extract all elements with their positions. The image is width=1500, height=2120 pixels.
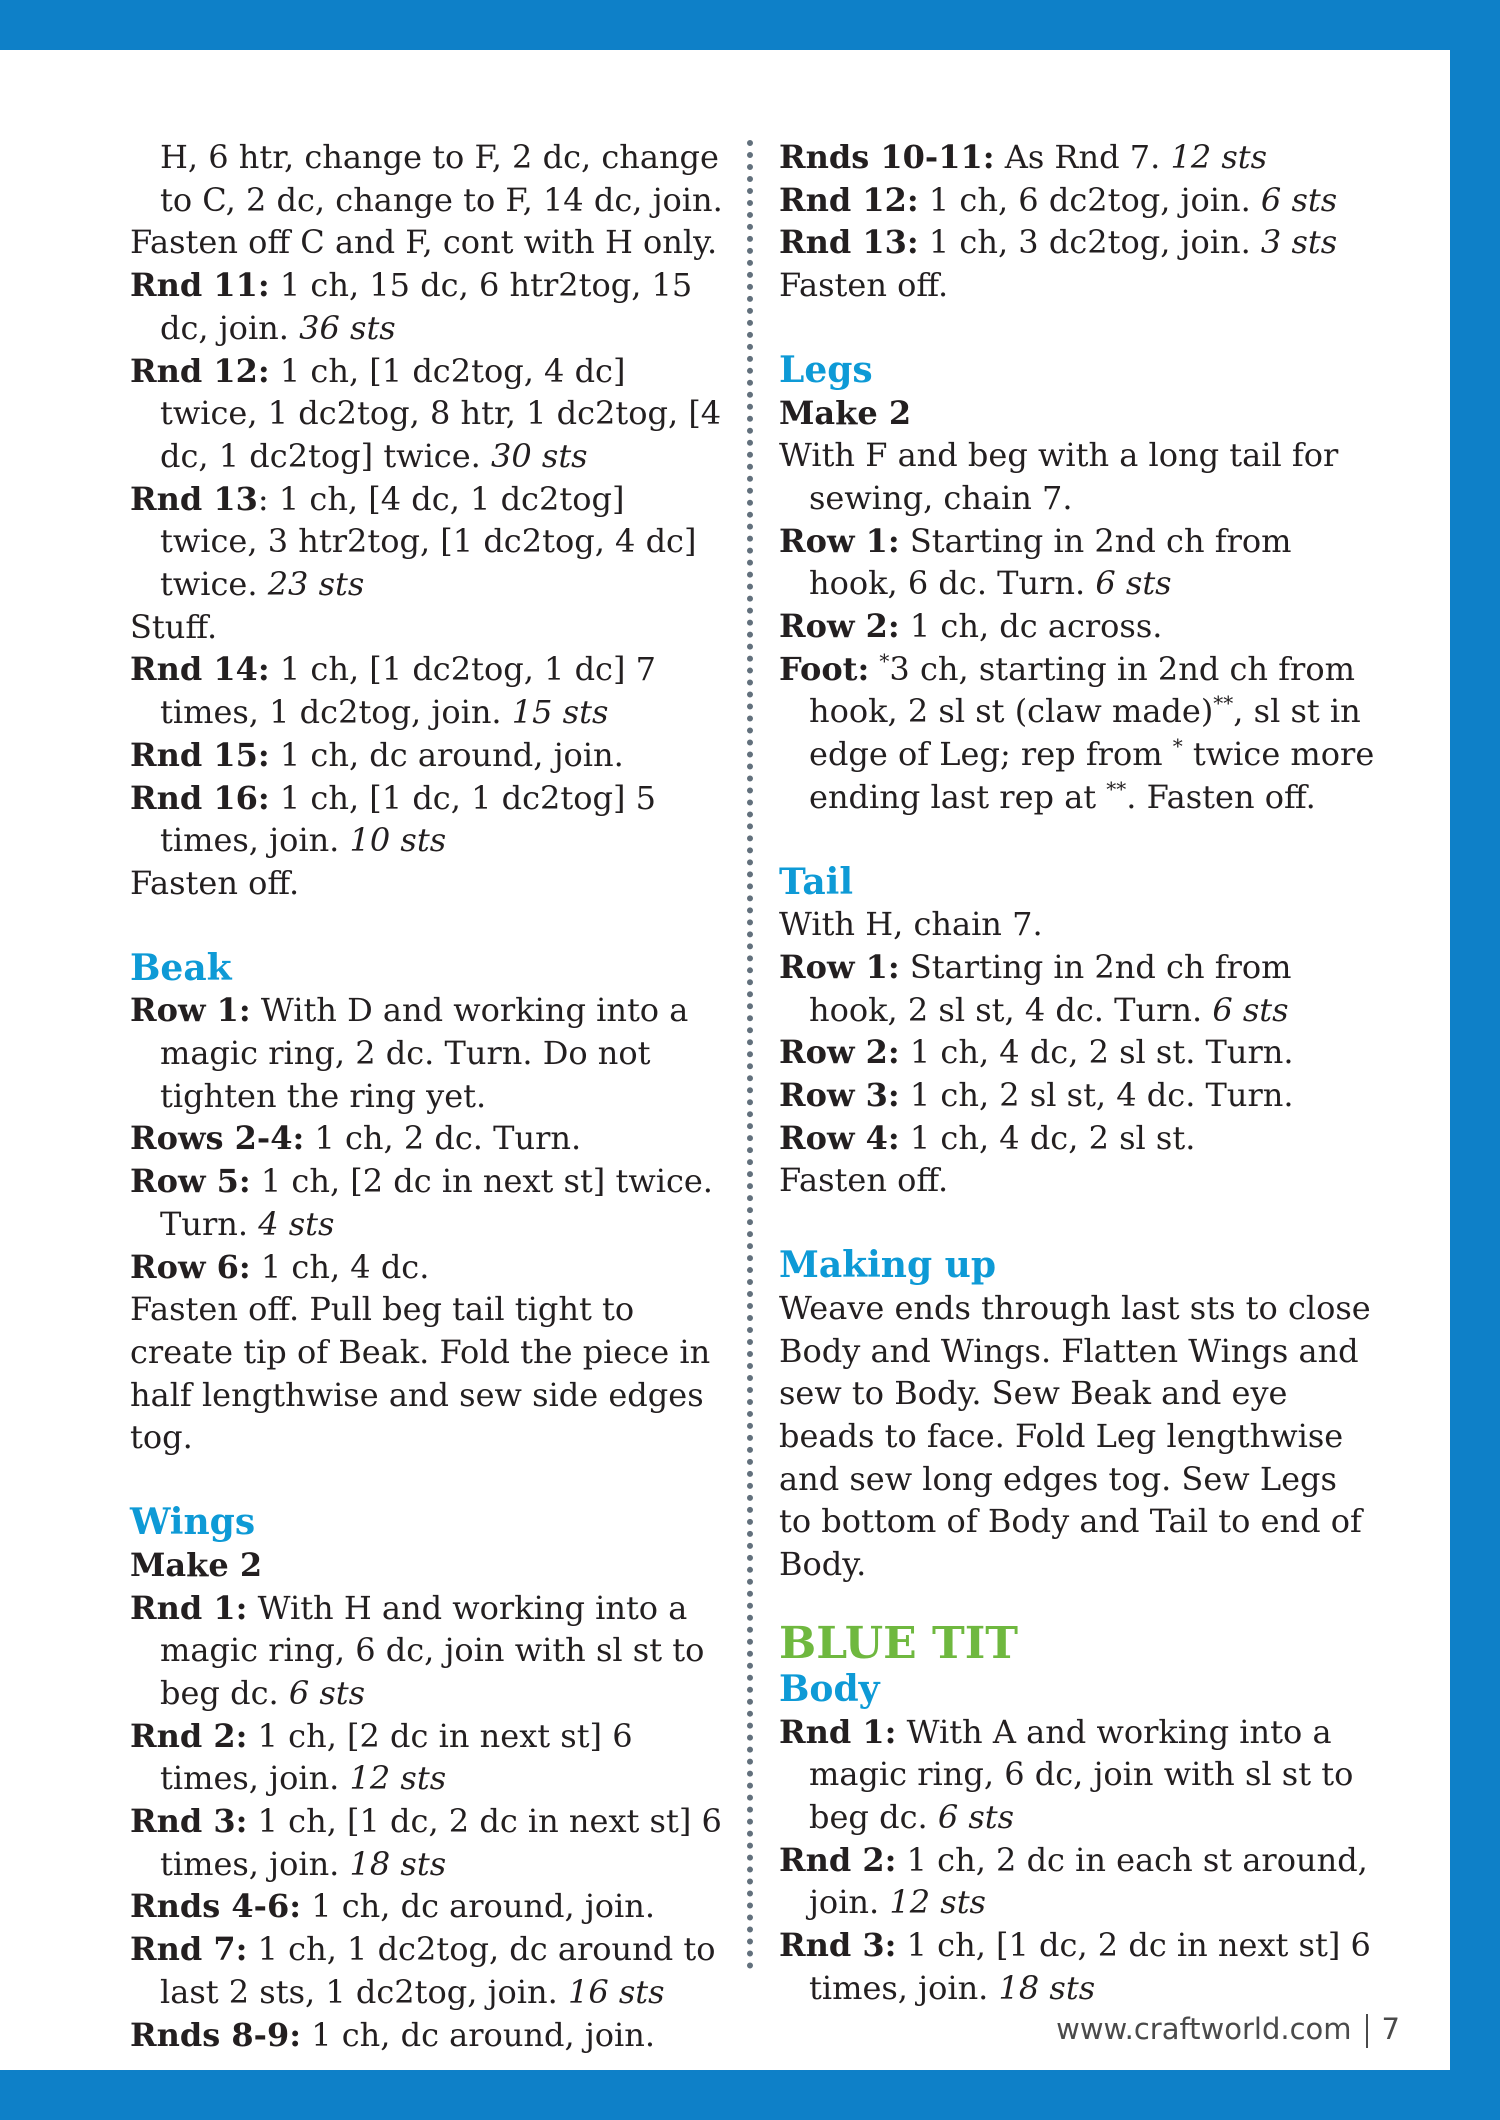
left-column bbox=[130, 136, 730, 2056]
pattern-row: Row 6: 1 ch, 4 dc. bbox=[130, 1247, 430, 1286]
pattern-row: Rnd 1: With A and working into a magic ring, 6 dc, join with sl st to beg dc. 6 sts bbox=[779, 1712, 1354, 1836]
pattern-row: Rnd 1: With H and working into a magic ring, 6 dc, join with sl st to beg dc. 6 sts bbox=[130, 1588, 705, 1712]
section-heading-body: Body bbox=[779, 1667, 880, 1710]
pattern-row: Rnd 13: 1 ch, 3 dc2tog, join. 3 sts bbox=[779, 223, 1338, 262]
pattern-row: Row 1: With D and working into a magic ring, 2 dc. Turn. Do not tighten the ring yet. bbox=[130, 991, 689, 1115]
pattern-row: Rnds 8-9: 1 ch, dc around, join. bbox=[130, 2015, 656, 2054]
pattern-row: Rnd 13: 1 ch, [4 dc, 1 dc2tog] twice, 3 htr2tog, [1 dc2tog, 4 dc] twice. 23 sts bbox=[130, 479, 697, 604]
section-heading-tail: Tail bbox=[779, 860, 854, 903]
pattern-row-foot: Foot: *3 ch, starting in 2nd ch from hook, 2 sl st (claw made)**, sl st in edge of Leg; rep from * twice more ending last rep at **. Fasten off. bbox=[779, 648, 1375, 816]
pattern-row: Rnd 12: 1 ch, 6 dc2tog, join. 6 sts bbox=[779, 180, 1338, 219]
pattern-row: Rnd 16: 1 ch, [1 dc, 1 dc2tog] 5 times, join. 10 sts bbox=[130, 778, 656, 860]
pattern-row: Rnd 12: 1 ch, [1 dc2tog, 4 dc] twice, 1 dc2tog, 8 htr, 1 dc2tog, [4 dc, 1 dc2tog] twice. 30 sts bbox=[130, 351, 722, 475]
pattern-row: Row 5: 1 ch, [2 dc in next st] twice. Turn. 4 sts bbox=[130, 1162, 713, 1243]
pattern-row: Row 1: Starting in 2nd ch from hook, 6 dc. Turn. 6 sts bbox=[779, 521, 1292, 603]
pattern-title-blue-tit: BLUE TIT bbox=[779, 1617, 1019, 1669]
pattern-row: Row 2: 1 ch, 4 dc, 2 sl st. Turn. bbox=[779, 1033, 1294, 1072]
section-heading-legs: Legs bbox=[779, 348, 873, 391]
instruction-line: Stuff. bbox=[130, 607, 218, 646]
pattern-row: Rows 2-4: 1 ch, 2 dc. Turn. bbox=[130, 1119, 582, 1158]
pattern-row: Rnd 2: 1 ch, 2 dc in each st around, join. 12 sts bbox=[779, 1840, 1368, 1922]
pattern-row: Rnds 10-11: As Rnd 7. 12 sts bbox=[779, 138, 1268, 176]
make-count: Make 2 bbox=[130, 1545, 263, 1584]
column-divider bbox=[747, 140, 753, 1970]
website-url: www.craftworld.com bbox=[1056, 2012, 1352, 2046]
pattern-row: Rnd 15: 1 ch, dc around, join. bbox=[130, 735, 624, 774]
pattern-row: Rnd 2: 1 ch, [2 dc in next st] 6 times, join. 12 sts bbox=[130, 1716, 633, 1798]
instruction-line: With F and beg with a long tail for sewing, chain 7. bbox=[779, 436, 1339, 517]
instruction-paragraph: Weave ends through last sts to close Body and Wings. Flatten Wings and sew to Body. Sew Beak and eye beads to face. Fold Leg lengthwise and sew long edges tog. Sew Legs to bottom of Body and Tail to end of Body. bbox=[779, 1288, 1371, 1584]
frame-right-bar bbox=[1450, 0, 1500, 2120]
continued-instruction: H, 6 htr, change to F, 2 dc, change to C, 2 dc, change to F, 14 dc, join. bbox=[160, 138, 723, 219]
pattern-row: Row 3: 1 ch, 2 sl st, 4 dc. Turn. bbox=[779, 1076, 1294, 1115]
instruction-line: Fasten off. bbox=[779, 1161, 949, 1200]
pattern-row: Row 4: 1 ch, 4 dc, 2 sl st. bbox=[779, 1118, 1196, 1157]
instruction-line: Fasten off C and F, cont with H only. bbox=[130, 223, 718, 262]
make-count: Make 2 bbox=[779, 393, 912, 432]
pattern-row: Row 1: Starting in 2nd ch from hook, 2 sl st, 4 dc. Turn. 6 sts bbox=[779, 947, 1292, 1029]
footer-separator bbox=[1366, 2014, 1368, 2048]
pattern-row: Row 2: 1 ch, dc across. bbox=[779, 607, 1163, 646]
page-number: 7 bbox=[1381, 2012, 1400, 2046]
instruction-paragraph: Fasten off. Pull beg tail tight to create tip of Beak. Fold the piece in half lengthwise and sew side edges tog. bbox=[130, 1290, 711, 1457]
instruction-line: Fasten off. bbox=[779, 266, 949, 305]
section-heading-wings: Wings bbox=[130, 1501, 256, 1544]
pattern-row: Rnd 7: 1 ch, 1 dc2tog, dc around to last 2 sts, 1 dc2tog, join. 16 sts bbox=[130, 1930, 716, 2011]
pattern-row: Rnds 4-6: 1 ch, dc around, join. bbox=[130, 1887, 656, 1926]
page-footer bbox=[1056, 2012, 1400, 2048]
instruction-line: Fasten off. bbox=[130, 863, 300, 902]
pattern-row: Rnd 11: 1 ch, 15 dc, 6 htr2tog, 15 dc, join. 36 sts bbox=[130, 266, 693, 347]
frame-bottom-bar bbox=[0, 2070, 1500, 2120]
instruction-line: With H, chain 7. bbox=[779, 905, 1043, 944]
right-column bbox=[779, 136, 1379, 2009]
section-heading-beak: Beak bbox=[130, 946, 232, 989]
pattern-row: Rnd 14: 1 ch, [1 dc2tog, 1 dc] 7 times, 1 dc2tog, join. 15 sts bbox=[130, 650, 656, 732]
section-heading-making-up: Making up bbox=[779, 1244, 997, 1287]
pattern-row: Rnd 3: 1 ch, [1 dc, 2 dc in next st] 6 times, join. 18 sts bbox=[130, 1802, 722, 1883]
frame-top-bar bbox=[0, 0, 1500, 50]
pattern-row: Rnd 3: 1 ch, [1 dc, 2 dc in next st] 6 times, join. 18 sts bbox=[779, 1926, 1371, 2007]
